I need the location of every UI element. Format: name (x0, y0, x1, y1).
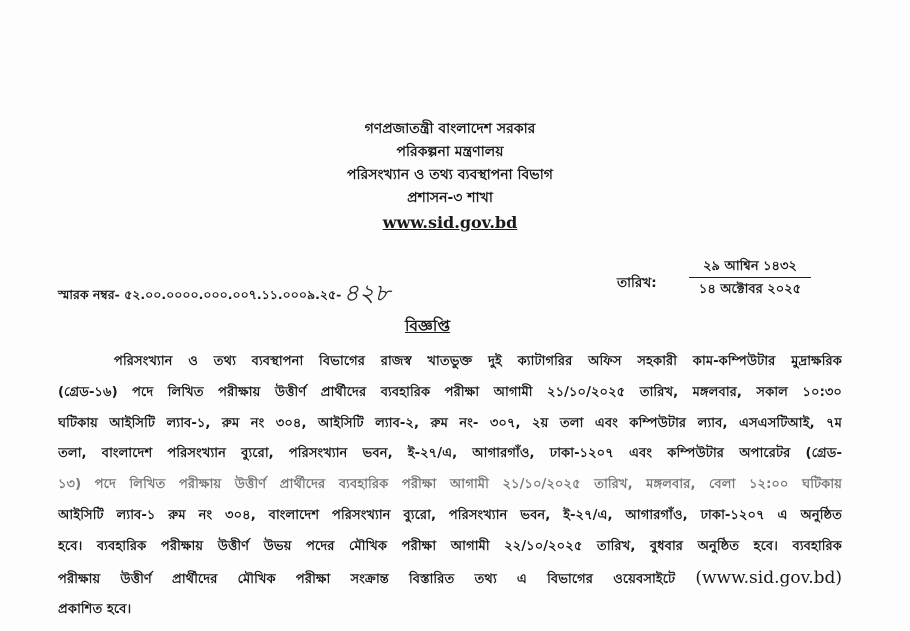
letterhead (300, 118, 600, 236)
notice-line: পরিসংখ্যান ও তথ্য ব্যবস্থাপনা বিভাগের রাজস্ব খাতভুক্ত দুই ক্যাটাগরির অফিস সহকারী কাম-কম্পিউটার মুদ্রাক্ষরিক (114, 354, 842, 369)
date-values (689, 258, 811, 300)
ministry-name: পরিকল্পনা মন্ত্রণালয় (396, 144, 504, 160)
bangla-date: ২৯ আশ্বিন ১৪৩২ (689, 258, 811, 278)
memo-label: স্মারক নম্বর- ৫২.০০.০০০০.০০০.০০৭.১১.০০০৯.২৫- (58, 287, 342, 302)
notice-line: ঘটিকায় আইসিটি ল্যাব-১, রুম নং ৩০৪, আইসিটি ল্যাব-২, রুম নং- ৩০৭, ২য় তলা এবং কম্পিউটার ল্যাব, এসএসটিআই, ৭ম (58, 415, 842, 431)
website-link[interactable]: www.sid.gov.bd (382, 213, 518, 232)
notice-line: হবে। ব্যবহারিক পরীক্ষায় উত্তীর্ণ উভয় পদের মৌখিক পরীক্ষা আগামী ২২/১০/২০২৫ তারিখ, বুধবার অনুষ্ঠিত হবে। ব্যবহারিক (58, 538, 842, 554)
memo-number (58, 273, 390, 313)
gregorian-date: ১৪ অক্টোবর ২০২৫ (698, 282, 802, 297)
government-name: গণপ্রজাতন্ত্রী বাংলাদেশ সরকার (364, 121, 536, 137)
notice-body (58, 347, 842, 626)
notice-line: প্রকাশিত হবে। (58, 602, 132, 618)
branch-name: প্রশাসন-৩ শাখা (407, 190, 493, 206)
handwritten-memo-number: ৪২৮ (343, 279, 391, 307)
notice-line: (গ্রেড-১৬) পদে লিখিত পরীক্ষায় উত্তীর্ণ প্রার্থীদের ব্যবহারিক পরীক্ষা আগামী ২১/১০/২০২৫ তারিখ, মঙ্গলবার, সকাল ১০:৩০ (58, 384, 842, 400)
notice-line: তলা, বাংলাদেশ পরিসংখ্যান ব্যুরো, পরিসংখ্যান ভবন, ই-২৭/এ, আগারগাঁও, ঢাকা-১২০৭ এবং কম্পিউটার অপারেটর (গ্রেড- (58, 446, 842, 462)
notice-line: আইসিটি ল্যাব-১ রুম নং ৩০৪, বাংলাদেশ পরিসংখ্যান ব্যুরো, পরিসংখ্যান ভবন, ই-২৭/এ, আগারগাঁও, ঢাকা-১২০৭ এ অনুষ্ঠিত (58, 507, 842, 523)
notice-website-link[interactable]: (www.sid.gov.bd) (695, 567, 842, 588)
notice-line (58, 563, 842, 596)
notice-title: বিজ্ঞপ্তি (405, 317, 451, 335)
date-label: তারিখ: (617, 275, 657, 291)
division-name: পরিসংখ্যান ও তথ্য ব্যবস্থাপনা বিভাগ (347, 167, 553, 183)
notice-line: ১৩) পদে লিখিত পরীক্ষায় উত্তীর্ণ প্রার্থীদের ব্যবহারিক পরীক্ষা আগামী ২১/১০/২০২৫ তারিখ, মঙ্গলবার, বেলা ১২:০০ ঘটিকায় (58, 477, 842, 493)
notice-line-text: পরীক্ষায় উত্তীর্ণ প্রার্থীদের মৌখিক পরীক্ষা সংক্রান্ত বিস্তারিত তথ্য এ বিভাগের ওয়েবসাইটে (58, 571, 676, 587)
